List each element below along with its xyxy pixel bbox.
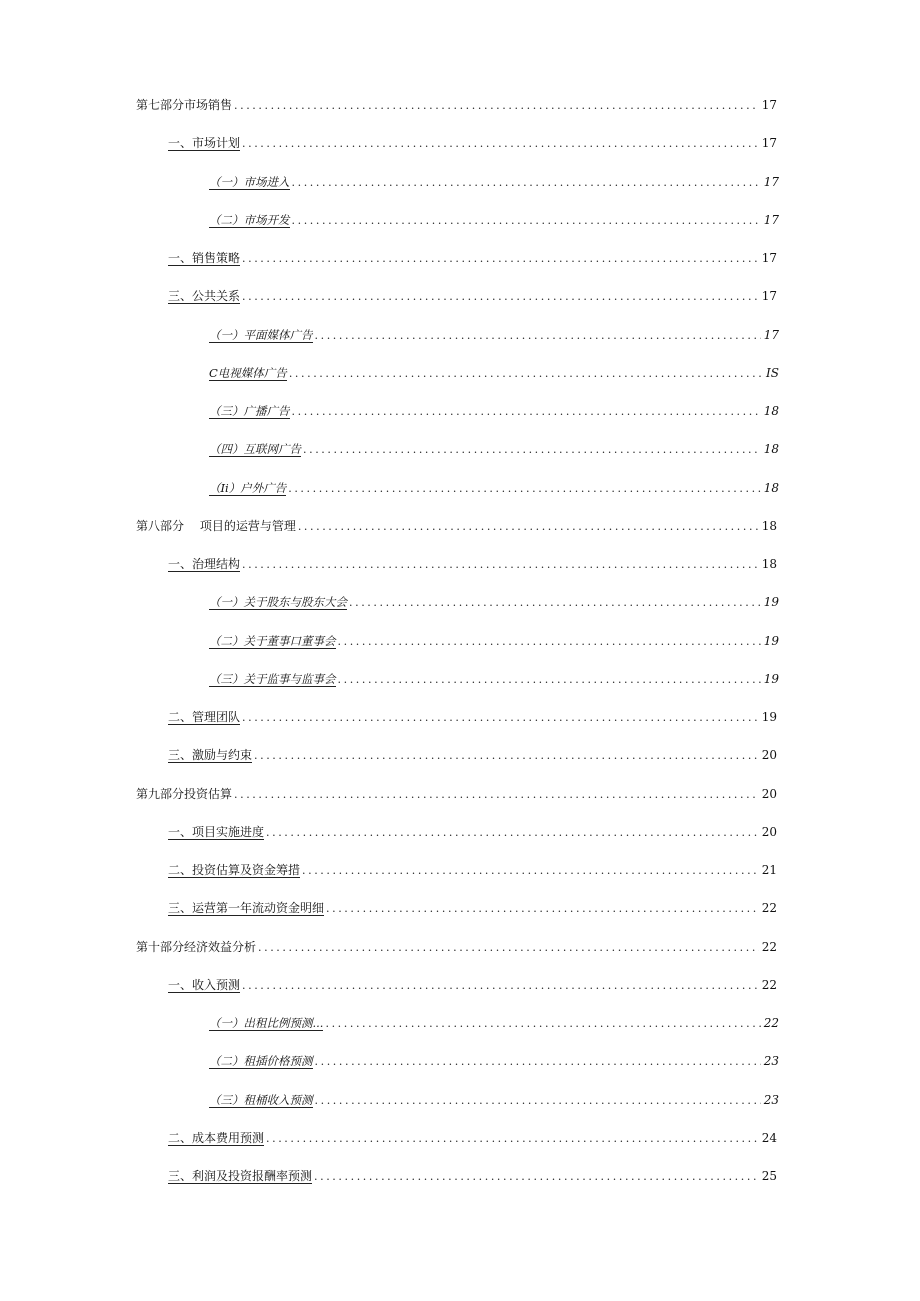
- toc-leader-dots: [266, 1131, 759, 1147]
- toc-entry[interactable]: [0, 441, 920, 479]
- toc-leader-dots: [292, 175, 761, 191]
- toc-leader-dots: [349, 595, 761, 611]
- toc-page-number: 19: [763, 633, 779, 648]
- table-of-contents: [0, 97, 920, 1206]
- toc-leader-dots: [315, 1054, 761, 1070]
- toc-entry[interactable]: [0, 403, 920, 441]
- toc-page-number: 24: [761, 1130, 777, 1145]
- toc-entry[interactable]: [0, 174, 920, 212]
- toc-entry-title[interactable]: 三、利润及投资报酬率预测: [168, 1169, 313, 1183]
- toc-entry[interactable]: [0, 1015, 920, 1053]
- toc-entry-title[interactable]: 二、成本费用预测: [168, 1130, 265, 1145]
- toc-entry[interactable]: [0, 1130, 920, 1168]
- toc-entry-title[interactable]: （Ii）户外广告: [209, 480, 287, 495]
- toc-leader-dots: [234, 98, 759, 114]
- toc-entry-title[interactable]: （二）市场开发: [209, 212, 290, 227]
- toc-page-number: 17: [761, 98, 777, 112]
- toc-entry-title[interactable]: （三）关于监事与监事会: [209, 671, 336, 686]
- toc-page-number: 22: [761, 939, 777, 954]
- toc-entry[interactable]: [0, 250, 920, 288]
- toc-page-number: 22: [761, 901, 777, 916]
- toc-leader-dots: [289, 366, 763, 382]
- toc-entry-title[interactable]: （三）广播广告: [209, 404, 290, 418]
- toc-page-number: IS: [766, 365, 779, 380]
- toc-page-number: 20: [761, 824, 777, 839]
- toc-entry-title[interactable]: （二）租插价格预测: [209, 1054, 313, 1069]
- toc-entry-title[interactable]: 一、治理结构: [168, 557, 241, 571]
- toc-entry-title[interactable]: 第八部分 项目的运营与管理: [136, 518, 296, 533]
- toc-entry-title[interactable]: （四）互联网广告: [209, 442, 301, 457]
- toc-page-number: 20: [761, 786, 777, 801]
- toc-entry[interactable]: [0, 786, 920, 824]
- toc-entry-title[interactable]: 一、销售策略: [168, 251, 241, 265]
- toc-leader-dots: [298, 519, 759, 535]
- toc-leader-dots: [234, 787, 759, 803]
- toc-entry-title[interactable]: （一）平面媒体广告: [209, 327, 313, 342]
- toc-leader-dots: [242, 251, 759, 267]
- toc-entry[interactable]: [0, 939, 920, 977]
- toc-entry[interactable]: [0, 1168, 920, 1206]
- toc-entry-title[interactable]: 三、激励与约束: [168, 748, 253, 763]
- toc-page-number: 22: [763, 1016, 779, 1030]
- toc-leader-dots: [242, 710, 759, 726]
- toc-entry-title[interactable]: 二、投资估算及资金筹措: [168, 863, 301, 877]
- toc-page-number: 17: [763, 327, 779, 342]
- toc-entry-title[interactable]: 第七部分市场销售: [136, 98, 233, 112]
- toc-entry[interactable]: [0, 288, 920, 326]
- toc-page-number: 25: [761, 1169, 777, 1183]
- toc-page-number: 17: [761, 136, 777, 151]
- toc-entry[interactable]: [0, 212, 920, 250]
- toc-leader-dots: [242, 136, 759, 152]
- toc-entry[interactable]: [0, 365, 920, 403]
- toc-leader-dots: [254, 748, 759, 764]
- toc-leader-dots: [292, 213, 761, 229]
- toc-leader-dots: [303, 442, 761, 458]
- toc-entry[interactable]: [0, 633, 920, 671]
- toc-entry-title[interactable]: 一、市场计划: [168, 136, 241, 151]
- toc-leader-dots: [338, 672, 761, 688]
- toc-page-number: 19: [763, 671, 779, 686]
- toc-leader-dots: [302, 863, 759, 879]
- toc-page-number: 17: [761, 289, 777, 304]
- toc-entry[interactable]: [0, 556, 920, 594]
- toc-entry[interactable]: [0, 709, 920, 747]
- toc-leader-dots: [315, 1093, 761, 1109]
- toc-entry-title[interactable]: （二）关于董事口董事会: [209, 633, 336, 648]
- toc-entry-title[interactable]: 一、项目实施进度: [168, 824, 265, 839]
- toc-leader-dots: [315, 328, 761, 344]
- toc-leader-dots: [258, 940, 759, 956]
- toc-entry-title[interactable]: （一）出租比例预测...: [209, 1016, 324, 1030]
- toc-leader-dots: [242, 289, 759, 305]
- toc-entry-title[interactable]: 一、收入预测: [168, 977, 241, 992]
- toc-page-number: 23: [763, 1092, 779, 1107]
- toc-entry[interactable]: [0, 327, 920, 365]
- toc-leader-dots: [266, 825, 759, 841]
- toc-page-number: 18: [763, 480, 779, 495]
- toc-leader-dots: [325, 1016, 760, 1032]
- toc-entry[interactable]: [0, 862, 920, 900]
- toc-page-number: 19: [763, 595, 779, 610]
- toc-leader-dots: [288, 481, 760, 497]
- toc-page-number: 23: [763, 1054, 779, 1069]
- toc-entry[interactable]: [0, 594, 920, 632]
- toc-leader-dots: [242, 557, 759, 573]
- toc-entry[interactable]: [0, 518, 920, 556]
- toc-entry[interactable]: [0, 671, 920, 709]
- toc-leader-dots: [338, 634, 761, 650]
- toc-entry[interactable]: [0, 1092, 920, 1130]
- toc-entry-title[interactable]: 二、管理团队: [168, 710, 241, 724]
- toc-entry[interactable]: [0, 977, 920, 1015]
- toc-page-number: 22: [761, 977, 777, 992]
- toc-entry[interactable]: [0, 135, 920, 173]
- toc-entry[interactable]: [0, 480, 920, 518]
- toc-leader-dots: [292, 404, 761, 420]
- toc-entry-title[interactable]: （三）租桶收入预测: [209, 1092, 313, 1107]
- toc-entry-title[interactable]: C电视媒体广告: [209, 365, 287, 380]
- toc-entry-title[interactable]: 第十部分经济效益分析: [136, 939, 257, 954]
- toc-page-number: 18: [763, 404, 779, 418]
- toc-entry[interactable]: [0, 97, 920, 135]
- toc-page-number: 21: [761, 863, 777, 877]
- toc-entry[interactable]: [0, 824, 920, 862]
- toc-page-number: 18: [761, 518, 777, 533]
- toc-page-number: 17: [763, 174, 779, 189]
- toc-leader-dots: [326, 901, 759, 917]
- toc-leader-dots: [314, 1169, 759, 1185]
- toc-entry-title[interactable]: （一）市场进入: [209, 174, 290, 189]
- toc-entry[interactable]: [0, 1053, 920, 1091]
- toc-entry-title[interactable]: （一）关于股东与股东大会: [209, 595, 347, 610]
- toc-page-number: 17: [763, 212, 779, 227]
- toc-page-number: 18: [763, 442, 779, 457]
- toc-entry-title[interactable]: 三、运营第一年流动资金明细: [168, 901, 325, 916]
- toc-entry-title[interactable]: 第九部分投资估算: [136, 786, 233, 801]
- toc-page-number: 17: [761, 251, 777, 265]
- toc-leader-dots: [242, 978, 759, 994]
- toc-page-number: 19: [761, 710, 777, 724]
- toc-entry[interactable]: [0, 747, 920, 785]
- toc-entry-title[interactable]: 三、公共关系: [168, 289, 241, 304]
- toc-entry[interactable]: [0, 900, 920, 938]
- toc-page-number: 18: [761, 557, 777, 571]
- toc-page-number: 20: [761, 748, 777, 763]
